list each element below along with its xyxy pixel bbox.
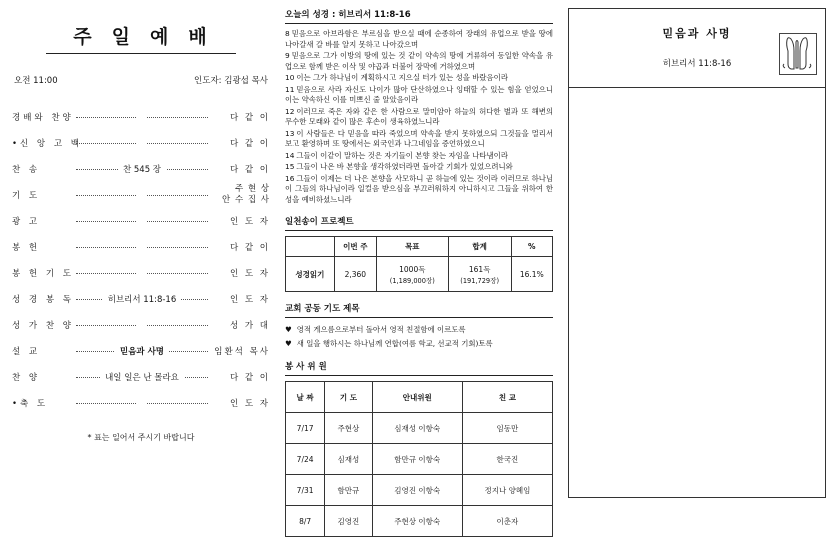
order-item-detail: [76, 138, 208, 148]
order-row: [12, 234, 270, 260]
order-item-name: 찬 송: [12, 165, 41, 175]
order-item-detail: [76, 190, 208, 200]
order-row: [12, 338, 270, 364]
praying-hands-icon: [779, 33, 817, 75]
order-item-detail: [76, 242, 208, 252]
order-item-person-line1: 주 현 상: [234, 184, 270, 195]
cell-goal-main: 1000독: [399, 264, 426, 274]
cell-total-sub: (191,729장): [460, 276, 500, 285]
prayer-item: [285, 337, 553, 351]
table-row: [286, 506, 553, 537]
cell-prayer: 함만규: [325, 475, 372, 506]
order-row: [12, 390, 270, 416]
order-item-name: 성 가 찬 양: [12, 321, 74, 331]
order-item-name: •신 앙 고 백: [12, 139, 82, 149]
cell-usher: 심재성 이항숙: [372, 413, 462, 444]
sermon-notes-panel: [568, 8, 826, 498]
order-item-detail: [76, 320, 208, 330]
order-item-name: •축 도: [12, 399, 49, 409]
verse-line: 13 이 사람들은 다 믿음을 따라 죽었으며 약속을 받지 못하였으되 그것들을 멀리서 보고 환영하며 또 땅에서는 외국인과 나그네임을 증언하였으니: [285, 128, 553, 149]
order-row: [12, 182, 270, 208]
verse-line: 12 이러므로 죽은 자와 같은 한 사람으로 말미암아 하늘의 허다한 별과 또 해변의 무수한 모래와 같이 많은 후손이 생육하였느니라: [285, 106, 553, 127]
order-item-detail: [76, 398, 208, 408]
verse-line: 8 믿음으로 아브라함은 부르심을 받으실 때에 순종하여 장래의 유업으로 받을 땅에 나아갈새 갈 바를 알지 못하고 나아갔으며: [285, 29, 553, 49]
serving-committee-table: [285, 381, 553, 537]
prayer-item-text: 새 일을 행하시는 하나님께 연합(여름 학교, 선교적 기회)토록: [296, 338, 493, 348]
cell-date: 7/17: [286, 413, 325, 444]
cell-fellowship: 정지나 양혜임: [462, 475, 552, 506]
project-heading: 일천송이 프로젝트: [285, 215, 553, 231]
col-this-week: 이번 주: [334, 237, 376, 257]
order-row: [12, 286, 270, 312]
cell-date: 8/7: [286, 506, 325, 537]
title-char-4: 배: [188, 26, 209, 48]
order-item-person: 다 같 이: [229, 165, 270, 175]
verse-line: 15 그들이 나온 바 본향을 생각하였더라면 돌아갈 기회가 있었으려니와: [285, 162, 513, 172]
prayer-heading: 교회 공동 기도 제목: [285, 302, 553, 318]
order-item-person: 다 같 이: [229, 373, 270, 383]
cell-prayer: 김영진: [325, 506, 372, 537]
verse-line: 11 믿음으로 사라 자신도 나이가 많아 단산하였으나 잉태할 수 있는 힘을 얻었으니 이는 약속하신 이를 미쁘신 줄 알았음이라: [285, 84, 553, 105]
cell-total: [448, 257, 511, 292]
order-row: [12, 260, 270, 286]
table-row: [286, 444, 553, 475]
cell-usher: 주현상 이항숙: [372, 506, 462, 537]
order-row: [12, 364, 270, 390]
order-item-name: 봉 헌: [12, 243, 41, 253]
cell-prayer: 심재성: [325, 444, 372, 475]
worship-order-column: [0, 0, 282, 507]
order-item-person: 임환석 목사: [214, 347, 270, 357]
title-char-3: 예: [150, 26, 171, 48]
cell-label: 성경읽기: [286, 257, 335, 292]
cell-usher: 김영진 이항숙: [372, 475, 462, 506]
order-item-name: 설 교: [12, 347, 41, 357]
heart-icon: ♥: [285, 325, 292, 335]
bible-reading-table: [285, 236, 553, 292]
order-item-person: 다 같 이: [229, 113, 270, 123]
verse-line: 9 믿음으로 그가 이방의 땅에 있는 것 같이 약속의 땅에 거류하여 동일한 약속을 유업으로 함께 받은 이삭 및 야곱과 더불어 장막에 거하였으며: [285, 51, 553, 71]
cell-usher: 함만규 이항숙: [372, 444, 462, 475]
order-item-detail: [76, 216, 208, 226]
prayer-item: [285, 323, 553, 337]
order-item-name: 봉 헌 기 도: [12, 269, 74, 279]
order-item-detail: 내일 일은 난 몰라요: [76, 371, 208, 383]
verse-line: 14 그들이 이같이 말하는 것은 자기들이 본향 찾는 자임을 나타냄이라: [285, 150, 508, 160]
title-underline: [46, 53, 236, 54]
col-fellowship: 친 교: [462, 382, 552, 413]
table-row: [286, 257, 553, 292]
scripture-heading: 오늘의 성경 : 히브리서 11:8-16: [285, 8, 553, 24]
order-item-name: 기 도: [12, 191, 41, 201]
heart-icon: ♥: [285, 338, 292, 348]
cell-total-main: 161독: [468, 264, 491, 274]
cell-fellowship: 임동만: [462, 413, 552, 444]
table-row: [286, 413, 553, 444]
cell-fellowship: 이춘자: [462, 506, 552, 537]
standing-note: * 표는 일어서 주시기 바랍니다: [87, 433, 195, 442]
cell-percent: 16.1%: [511, 257, 552, 292]
order-list: [10, 104, 272, 416]
order-item-person: 인 도 자: [229, 295, 270, 305]
order-item-detail: [76, 112, 208, 122]
order-row: [12, 130, 270, 156]
cell-goal-sub: (1,189,000장): [389, 276, 435, 285]
order-item-person: 다 같 이: [229, 139, 270, 149]
sermon-scripture: 히브리서 11:8-16: [662, 59, 732, 69]
order-item-person-line2: 안 수 집 사: [222, 195, 270, 205]
verse-line: 16 그들이 이제는 더 나은 본향을 사모하니 곧 하늘에 있는 것이라 이러므로 하나님이 그들의 하나님이라 일컬음 받으심을 부끄러워하지 아니하시고 그들을 위하여 한 성을 예비하셨느니라: [285, 173, 553, 204]
order-item-person: 다 같 이: [229, 243, 270, 253]
cell-fellowship: 한국진: [462, 444, 552, 475]
sermon-title: 믿음과 사명: [662, 27, 732, 40]
table-header-row: [286, 237, 553, 257]
col-prayer: 기 도: [325, 382, 372, 413]
order-item-detail: 믿음과 사명: [76, 345, 208, 357]
title-char-1: 주: [73, 26, 94, 48]
verse-line: 10 이는 그가 하나님이 계획하시고 지으실 터가 있는 성을 바랐음이라: [285, 73, 508, 83]
scripture-text: [285, 29, 553, 205]
prayer-item-text: 영적 게으름으로부터 돌아서 영적 친절함에 이르도록: [296, 325, 466, 335]
order-item-person: 인 도 자: [229, 269, 270, 279]
order-item-person: 인 도 자: [229, 399, 270, 409]
cell-date: 7/24: [286, 444, 325, 475]
order-item-name: 광 고: [12, 217, 41, 227]
service-time: 오전 11:00: [14, 76, 58, 86]
order-row: [12, 312, 270, 338]
scripture-column: [285, 8, 553, 526]
order-item-name: 찬 양: [12, 373, 41, 383]
service-leader: 인도자: 김광섭 목사: [194, 76, 268, 86]
service-meta: [10, 74, 272, 86]
sermon-divider: [569, 87, 825, 88]
order-item-detail: 히브리서 11:8-16: [76, 293, 208, 305]
cell-this-week: 2,360: [334, 257, 376, 292]
cell-prayer: 주현상: [325, 413, 372, 444]
col-blank: [286, 237, 335, 257]
serve-heading: 봉 사 위 원: [285, 360, 553, 376]
order-item-name: 경배와 찬양: [12, 113, 74, 123]
col-usher: 안내위원: [372, 382, 462, 413]
cell-date: 7/31: [286, 475, 325, 506]
order-row: [12, 156, 270, 182]
order-item-person: 성 가 대: [229, 321, 270, 331]
order-item-person: [208, 184, 270, 205]
col-date: 날 짜: [286, 382, 325, 413]
order-row: [12, 208, 270, 234]
order-item-name: 성 경 봉 독: [12, 295, 74, 305]
col-total: 합계: [448, 237, 511, 257]
table-row: [286, 475, 553, 506]
order-item-person: 인 도 자: [229, 217, 270, 227]
col-goal: 목표: [376, 237, 448, 257]
table-header-row: [286, 382, 553, 413]
prayer-list: [285, 323, 553, 350]
order-item-detail: 찬 545 장: [76, 163, 208, 175]
title-char-2: 일: [111, 26, 132, 48]
order-row: [12, 104, 270, 130]
order-item-detail: [76, 268, 208, 278]
cell-goal: [376, 257, 448, 292]
page-title: [10, 22, 272, 54]
col-percent: %: [511, 237, 552, 257]
